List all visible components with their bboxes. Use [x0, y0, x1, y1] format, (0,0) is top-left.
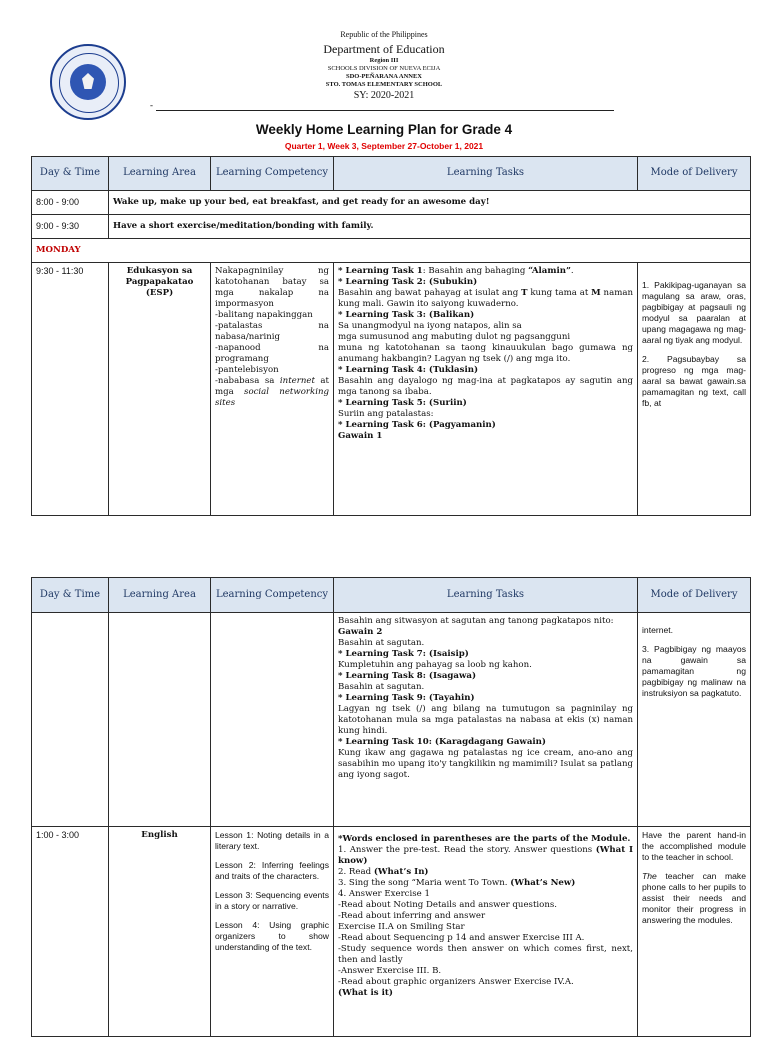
task-label: * Learning Task 9: (Tayahin)	[338, 693, 475, 703]
header-rule	[156, 110, 614, 111]
tasks-esp-cont	[334, 613, 638, 827]
learning-area-esp: Edukasyon sa Pagpapakatao (ESP)	[109, 263, 211, 516]
spacer	[642, 266, 746, 280]
task-line: Basahin ang sitwasyon at sagutan ang tanong pagkatapos nito:	[338, 616, 614, 626]
lesson-line: Lesson 1: Noting details in a literary text.	[215, 830, 329, 851]
text-part: : Basahin ang bahaging	[422, 266, 529, 276]
spacer	[215, 882, 329, 890]
task-label: * Learning Task 5: (Suriin)	[338, 398, 467, 408]
tasks-english	[334, 827, 638, 1037]
col-tasks: Learning Tasks	[334, 157, 638, 191]
text-part: M	[591, 288, 601, 298]
competency-line: -balitang napakinggan	[215, 310, 313, 320]
col-competency: Learning Competency	[211, 578, 334, 613]
region-line: Region III	[369, 57, 399, 64]
task-line: -Read about graphic organizers Answer Exercise IV.A.	[338, 977, 574, 987]
competency-line: Nakapagninilay ng katotohanan batay sa mga nakalap na impormasyon	[215, 266, 329, 309]
task-line: -Read about Sequencing p 14 and answer Exercise III A.	[338, 933, 585, 943]
col-learning-area: Learning Area	[109, 578, 211, 613]
plan-table-1	[31, 156, 751, 516]
text-part: “Alamin”	[528, 266, 571, 276]
routine-exercise: Have a short exercise/meditation/bonding with family.	[109, 215, 751, 239]
text-part: (What’s New)	[510, 878, 576, 888]
task-line	[338, 266, 633, 277]
task-line	[338, 845, 633, 867]
spacer	[642, 616, 746, 625]
task-line: Suriin ang patalastas:	[338, 409, 434, 419]
task-line: Sa unangmodyul na iyong natapos, alin sa	[338, 321, 522, 331]
task-line: Kumpletuhin ang pahayag sa loob ng kahon.	[338, 660, 532, 670]
delivery-esp	[638, 263, 751, 516]
task-line: -Answer Exercise III. B.	[338, 966, 442, 976]
col-delivery: Mode of Delivery	[638, 578, 751, 613]
competency-line: -napanood na programang	[215, 343, 329, 364]
delivery-esp-cont	[638, 613, 751, 827]
delivery-line	[642, 871, 746, 926]
task-line: -Read about Noting Details and answer questions.	[338, 900, 558, 910]
col-day-time: Day & Time	[32, 157, 109, 191]
page-subtitle: Quarter 1, Week 3, September 27-October 1, 2021	[284, 141, 484, 151]
school-line: STO. TOMAS ELEMENTARY SCHOOL	[325, 81, 443, 88]
col-learning-area: Learning Area	[109, 157, 211, 191]
competency-line: -pantelebisyon	[215, 365, 279, 375]
text-part: Basahin ang bawat pahayag at isulat ang	[338, 288, 522, 298]
competency-esp	[211, 263, 334, 516]
time-cell: 9:30 - 11:30	[32, 263, 109, 516]
competency-line: -patalastas na nabasa/narinig	[215, 321, 329, 342]
task-line: Gawain 2	[338, 627, 383, 637]
text-part: at mga	[215, 376, 330, 397]
task-line	[338, 878, 633, 889]
task-line: muna ng katotohanan sa taong kinauukulan bago gumawa ng anumang hakbangin? Lagyan ng tsek (/) ang mga ito.	[338, 343, 633, 364]
spacer	[215, 852, 329, 860]
day-monday: MONDAY	[32, 239, 751, 263]
task-label: * Learning Task 8: (Isagawa)	[338, 671, 477, 681]
task-line: Kung ikaw ang gagawa ng patalastas ng ice cream, ano-ano ang sasabihin mo upang ito'y tangkilikin ng mamimili? Isulat sa patlang ang iyong sagot.	[338, 748, 633, 780]
department-line: Department of Education	[323, 42, 445, 56]
lesson-line: Lesson 4: Using graphic organizers to show understanding of the text.	[215, 920, 329, 952]
page-title: Weekly Home Learning Plan for Grade 4	[255, 122, 513, 137]
task-label: * Learning Task 7: (Isaisip)	[338, 649, 469, 659]
time-cell: 8:00 - 9:00	[32, 191, 109, 215]
delivery-line: Have the parent hand-in the accomplished module to the teacher in school.	[642, 830, 746, 862]
annex-line: SDO-PEÑARANA ANNEX	[345, 73, 423, 80]
text-part: (What’s In)	[373, 867, 429, 877]
col-delivery: Mode of Delivery	[638, 157, 751, 191]
text-part: teacher can make phone calls to her pupils to assist their needs and monitor their progress in answering the modules.	[642, 871, 746, 925]
delivery-line: internet.	[642, 625, 674, 635]
lesson-line: Lesson 3: Sequencing events in a story or narrative.	[215, 890, 329, 911]
spacer	[642, 346, 746, 354]
task-label: * Learning Task 2: (Subukin)	[338, 277, 478, 287]
division-line: SCHOOLS DIVISION OF NUEVA ECIJA	[327, 65, 441, 72]
task-line: -Study sequence words then answer on which comes first, next, then and lastly	[338, 944, 633, 965]
text-part: 1. Answer the pre-test. Read the story. Answer questions	[338, 845, 596, 855]
task-line	[338, 867, 633, 878]
delivery-line: 3. Pagbibigay ng maayos na gawain sa pamamagitan ng pagbibigay ng malinaw na instruksiyon sa pagkatuto.	[642, 644, 746, 698]
task-label: * Learning Task 10: (Karagdagang Gawain)	[338, 737, 546, 747]
task-line: Basahin at sagutan.	[338, 682, 425, 692]
delivery-line: 2. Pagsubaybay sa progreso ng mga mag-aaral sa bawat gawain.sa pamamagitan ng text, call fb, at	[642, 354, 746, 408]
col-tasks: Learning Tasks	[334, 578, 638, 613]
text-part: social networking sites	[215, 387, 329, 408]
spacer	[642, 636, 746, 644]
task-line: 4. Answer Exercise 1	[338, 889, 430, 899]
text-part: (What I know)	[338, 845, 633, 866]
task-line: -Read about inferring and answer	[338, 911, 486, 921]
text-part: .	[570, 266, 574, 276]
task-line	[338, 288, 633, 310]
task-line: Gawain 1	[338, 431, 383, 441]
task-line: Exercise II.A on Smiling Star	[338, 922, 465, 932]
lesson-line: Lesson 2: Inferring feelings and traits of the characters.	[215, 860, 329, 881]
competency-line	[215, 376, 329, 409]
plan-table-2	[31, 577, 751, 1037]
spacer	[215, 912, 329, 920]
col-competency: Learning Competency	[211, 157, 334, 191]
school-year: SY: 2020-2021	[353, 90, 415, 101]
spacer	[642, 863, 746, 871]
empty-cell	[109, 613, 211, 827]
task-line: Basahin ang dayalogo ng mag-ina at pagkatapos ay sagutin ang mga tanong sa ibaba.	[338, 376, 633, 397]
header-dash: -	[150, 100, 153, 110]
competency-english	[211, 827, 334, 1037]
delivery-line: 1. Pakikipag-uganayan sa magulang sa araw, oras, pagbibigay at pagsauli ng modyul sa paaralan at upang magagawa ng mag-aaral ng tiyak ang modyul.	[642, 280, 746, 345]
task-label: * Learning Task 3: (Balikan)	[338, 310, 475, 320]
time-cell: 1:00 - 3:00	[32, 827, 109, 1037]
republic-line: Republic of the Philippines	[340, 30, 428, 39]
text-part: 2. Read	[338, 867, 374, 877]
delivery-english	[638, 827, 751, 1037]
task-label: * Learning Task 4: (Tuklasin)	[338, 365, 479, 375]
routine-breakfast: Wake up, make up your bed, eat breakfast, and get ready for an awesome day!	[109, 191, 751, 215]
text-part: kung tama at	[527, 288, 592, 298]
empty-cell	[32, 613, 109, 827]
task-intro: *Words enclosed in parentheses are the parts of the Module.	[338, 834, 631, 844]
text-part: naman kung mali. Gawin ito saiyong kuwaderno.	[338, 288, 634, 309]
task-line: (What is it)	[338, 988, 393, 998]
task-line: mga sumusunod ang mabuting dulot ng pagsangguni	[338, 332, 571, 342]
task-line: Basahin at sagutan.	[338, 638, 425, 648]
text-part: -nababasa sa	[215, 376, 280, 386]
text-part: The	[642, 871, 657, 881]
empty-cell	[211, 613, 334, 827]
tasks-esp	[334, 263, 638, 516]
time-cell: 9:00 - 9:30	[32, 215, 109, 239]
task-label: * Learning Task 1	[338, 266, 423, 276]
text-part: 3. Sing the song “Maria went To Town.	[338, 878, 511, 888]
text-part: T	[521, 288, 528, 298]
task-label: * Learning Task 6: (Pagyamanin)	[338, 420, 496, 430]
task-line: Lagyan ng tsek (/) ang bilang na tumutugon sa pagninilay ng katotohanan mula sa mga patalastas na nabasa at ekis (x) naman kung hindi.	[338, 704, 633, 736]
learning-area-english: English	[109, 827, 211, 1037]
text-part: internet	[279, 376, 315, 386]
col-day-time: Day & Time	[32, 578, 109, 613]
